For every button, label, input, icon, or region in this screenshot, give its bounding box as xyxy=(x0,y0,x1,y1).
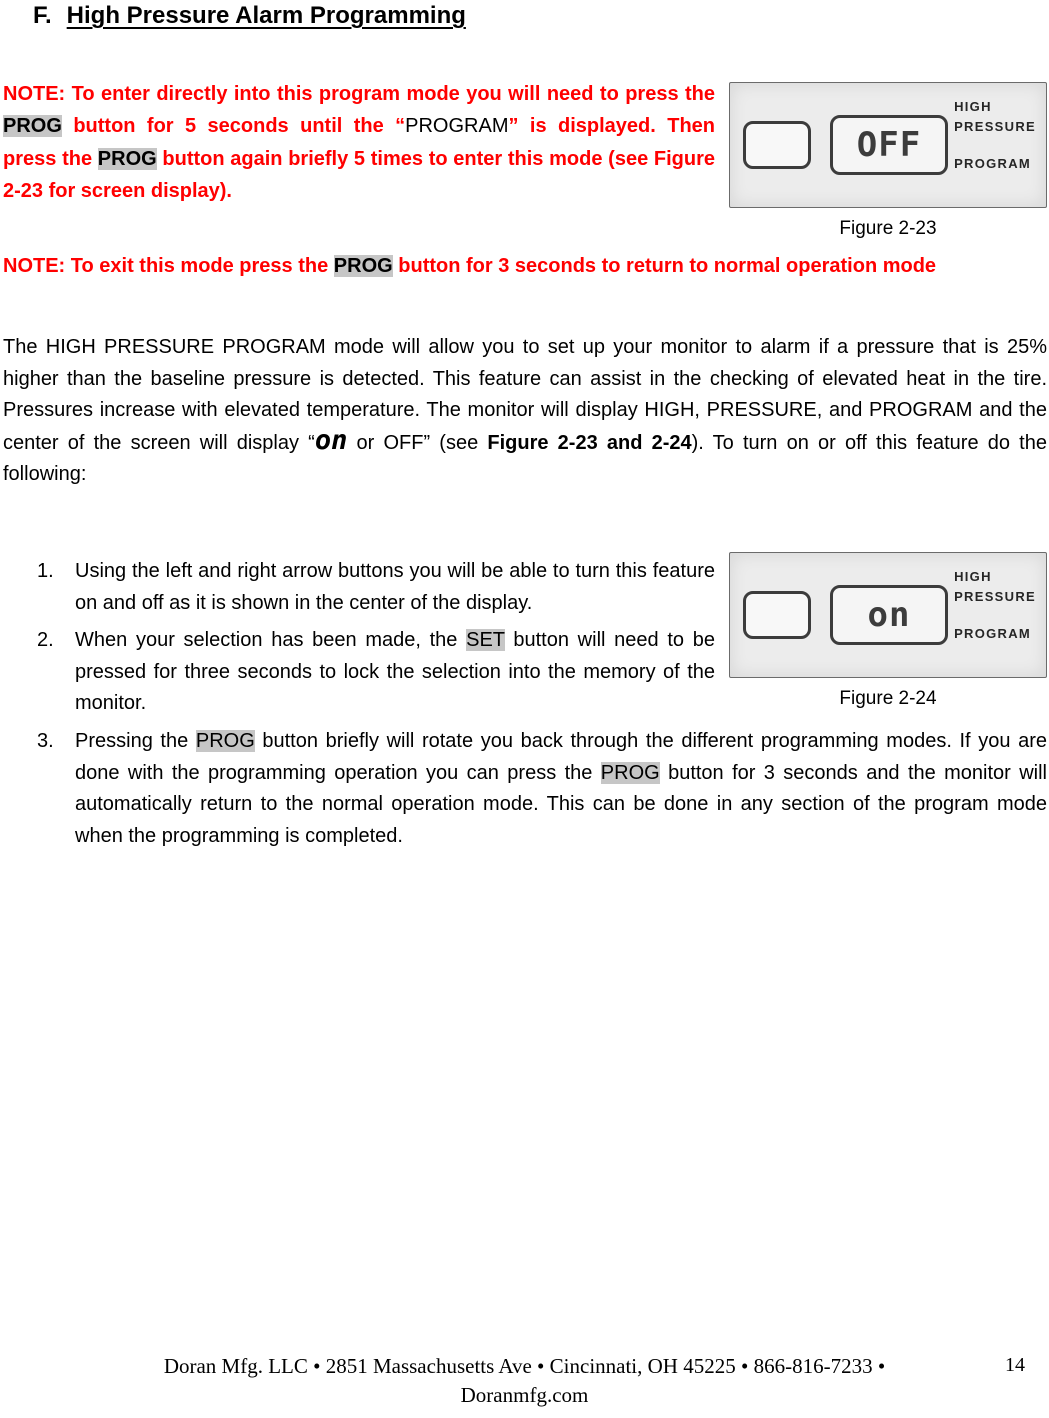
text-segment: ). To turn on or off this feature do the following: xyxy=(3,431,1047,486)
label-pressure: PRESSURE xyxy=(954,589,1036,605)
text-segment: button will need to be pressed for three seconds to lock the selection into the memory of the monitor. xyxy=(75,629,715,715)
page-number: 14 xyxy=(1005,1354,1025,1376)
label-program: PROGRAM xyxy=(954,156,1032,172)
text-segment: button for 5 seconds until the “ xyxy=(61,115,406,138)
label-pressure: PRESSURE xyxy=(954,119,1036,135)
text-segment: When your selection has been made, the xyxy=(75,629,467,652)
note-exit-program-mode xyxy=(3,250,1047,282)
lcd-labels xyxy=(954,97,1036,174)
text-segment: Using the left and right arrow buttons you will be able to turn this feature on and off as it is shown in the center of the display. xyxy=(75,560,715,614)
list-item-1 xyxy=(3,556,715,619)
lcd-value-on: on xyxy=(867,595,911,635)
text-segment: button for 3 seconds and the monitor will automatically return to the normal operation mode. This can be done in any section of the program mode when the programming is completed. xyxy=(75,761,1047,847)
text-segment: PROG xyxy=(333,255,393,277)
list-text-2 xyxy=(75,629,715,714)
text-segment: PROG xyxy=(600,761,660,784)
text-segment: on xyxy=(314,424,348,456)
list-text-1 xyxy=(75,560,715,614)
text-segment: PROG xyxy=(195,729,255,752)
lcd-value-window xyxy=(830,115,948,175)
text-segment: button for 3 seconds to return to normal operation mode xyxy=(392,255,937,277)
lcd-left-window xyxy=(743,121,811,169)
text-segment: PROG xyxy=(97,147,157,170)
text-segment: PROGRAM xyxy=(405,115,509,138)
list-number-2: 2. xyxy=(37,629,54,652)
figure-caption-2-23: Figure 2-23 xyxy=(839,218,937,239)
figure-caption-2-24: Figure 2-24 xyxy=(839,688,937,709)
page-title: High Pressure Alarm Programming xyxy=(66,2,466,29)
text-segment: SET xyxy=(466,629,505,652)
page-footer xyxy=(0,1352,1049,1411)
list-item-3 xyxy=(3,726,1047,852)
text-segment: Pressing the xyxy=(75,729,196,752)
list-number-1: 1. xyxy=(37,560,54,582)
list-text-3 xyxy=(75,730,1047,847)
footer-website: Doranmfg.com xyxy=(460,1383,589,1408)
text-segment: ” is displayed. Then press the xyxy=(3,115,715,170)
numbered-instruction-list xyxy=(3,556,1047,858)
label-high: HIGH xyxy=(954,99,992,114)
text-segment: Figure 2-23 and 2-24 xyxy=(487,431,692,454)
note-enter-program-mode xyxy=(3,78,715,208)
label-high: HIGH xyxy=(954,569,992,584)
text-segment: or OFF” (see xyxy=(347,431,488,454)
text-segment: button briefly will rotate you back through the different programming modes. If you are done with the programming operation you can press the xyxy=(75,729,1047,784)
body-paragraph xyxy=(3,332,1047,491)
text-segment: The HIGH PRESSURE PROGRAM mode will allow you to set up your monitor to alarm if a pressure that is 25% higher than the baseline pressure is detected. This feature can assist in the checking of elevated heat in the tire. Pressures increase with elevated temperature. The monitor will display HIGH, PRESSURE, and PROGRAM and the center of the screen will display “ xyxy=(3,336,1047,454)
lcd-display-off xyxy=(729,82,1047,208)
text-segment: PROG xyxy=(3,115,62,138)
section-heading xyxy=(33,2,466,30)
section-letter: F. xyxy=(33,2,52,29)
figure-2-23 xyxy=(729,82,1047,240)
list-number-3: 3. xyxy=(37,729,54,752)
text-segment: NOTE: To exit this mode press the xyxy=(3,255,334,277)
text-segment: NOTE: To enter directly into this program mode you will need to press the xyxy=(3,83,715,105)
footer-address-line: Doran Mfg. LLC • 2851 Massachusetts Ave • Cincinnati, OH 45225 • 866-816-7233 • xyxy=(163,1354,886,1378)
list-item-2 xyxy=(3,625,715,720)
lcd-value-off: OFF xyxy=(856,125,922,165)
text-segment: button again briefly 5 times to enter this mode (see Figure 2-23 for screen display). xyxy=(3,147,716,203)
label-program: PROGRAM xyxy=(954,626,1032,642)
